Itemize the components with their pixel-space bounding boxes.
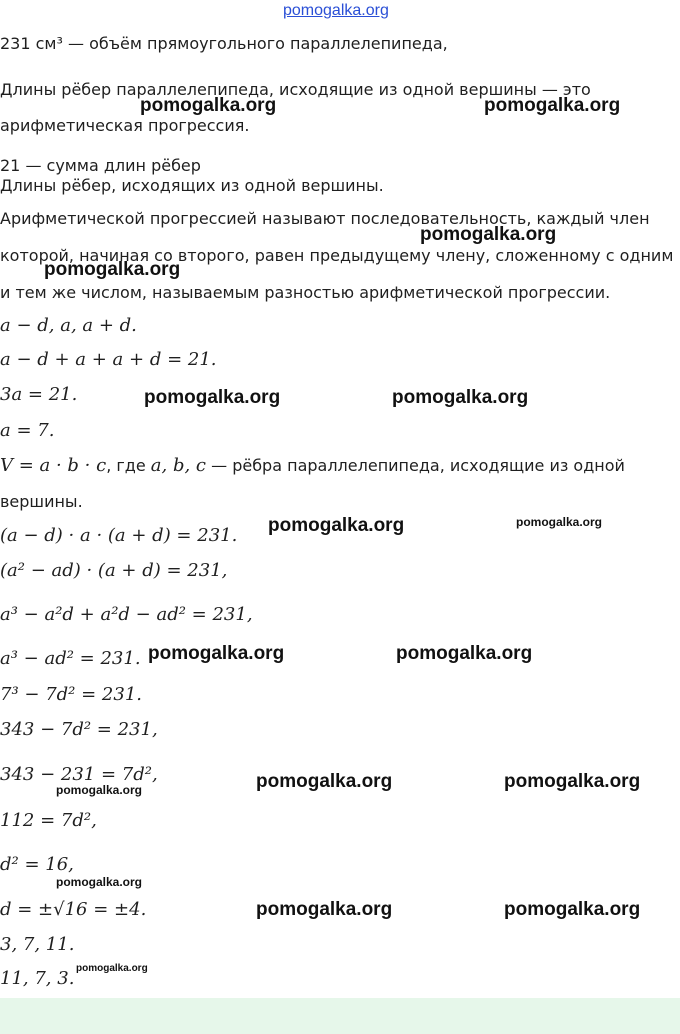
math-line-move: 343 − 231 = 7d², <box>0 764 158 785</box>
watermark-link[interactable]: pomogalka.org <box>283 2 389 19</box>
answer-box <box>0 998 680 1034</box>
watermark: pomogalka.org <box>484 95 621 116</box>
math-line-expand-1: (a² − ad) · (a + d) = 231, <box>0 560 228 581</box>
math-line-112: 112 = 7d², <box>0 810 97 831</box>
watermark: pomogalka.org <box>256 899 393 920</box>
watermark: pomogalka.org <box>76 963 148 974</box>
math-line-expand-2: a³ − a²d + a²d − ad² = 231, <box>0 604 253 625</box>
text-line-progression-2: арифметическая прогрессия. <box>0 116 250 135</box>
math-line-d: d = ±√16 = ±4. <box>0 899 147 920</box>
watermark: pomogalka.org <box>396 643 533 664</box>
math-line-product: (a − d) · a · (a + d) = 231. <box>0 525 238 546</box>
watermark: pomogalka.org <box>392 387 529 408</box>
math-line-a: a = 7. <box>0 420 55 441</box>
watermark: pomogalka.org <box>504 771 641 792</box>
text-line-edges: Длины рёбер, исходящих из одной вершины. <box>0 176 384 195</box>
text-line-definition-3: и тем же числом, называемым разностью арифметической прогрессии. <box>0 283 611 302</box>
watermark: pomogalka.org <box>256 771 393 792</box>
watermark: pomogalka.org <box>44 259 181 280</box>
math-line-343: 343 − 7d² = 231, <box>0 719 158 740</box>
text-line-progression-1: Длины рёбер параллелепипеда, исходящие из одной вершины — это <box>0 80 591 99</box>
watermark: pomogalka.org <box>504 899 641 920</box>
math-line-answer-2: 11, 7, 3. <box>0 968 75 989</box>
math-line-3a: 3a = 21. <box>0 384 78 405</box>
watermark: pomogalka.org <box>56 875 143 889</box>
text-line-volume: 231 см³ — объём прямоугольного параллелепипеда, <box>0 34 448 53</box>
math-line-terms: a − d, a, a + d. <box>0 315 137 336</box>
math-line-sum: a − d + a + a + d = 21. <box>0 349 217 370</box>
watermark: pomogalka.org <box>516 515 603 529</box>
math-line-d-squared: d² = 16, <box>0 854 74 875</box>
text-line-cut: 21 — сумма длин рёбер <box>0 156 201 175</box>
watermark: pomogalka.org <box>140 95 277 116</box>
watermark: pomogalka.org <box>144 387 281 408</box>
math-line-answer-1: 3, 7, 11. <box>0 934 75 955</box>
math-line-substitute: 7³ − 7d² = 231. <box>0 684 142 705</box>
text-line-definition-2: которой, начиная со второго, равен предыдущему члену, сложенному с одним <box>0 246 674 265</box>
math-line-volume-formula: V = a · b · c, где a, b, c — рёбра параллелепипеда, исходящие из одной <box>0 455 625 476</box>
watermark: pomogalka.org <box>420 224 557 245</box>
text-line-vertex: вершины. <box>0 492 83 511</box>
watermark: pomogalka.org <box>56 783 143 797</box>
math-line-simplify: a³ − ad² = 231. <box>0 648 141 669</box>
watermark: pomogalka.org <box>148 643 285 664</box>
text-line-definition-1: Арифметической прогрессией называют последовательность, каждый член <box>0 209 650 228</box>
watermark: pomogalka.org <box>268 515 405 536</box>
